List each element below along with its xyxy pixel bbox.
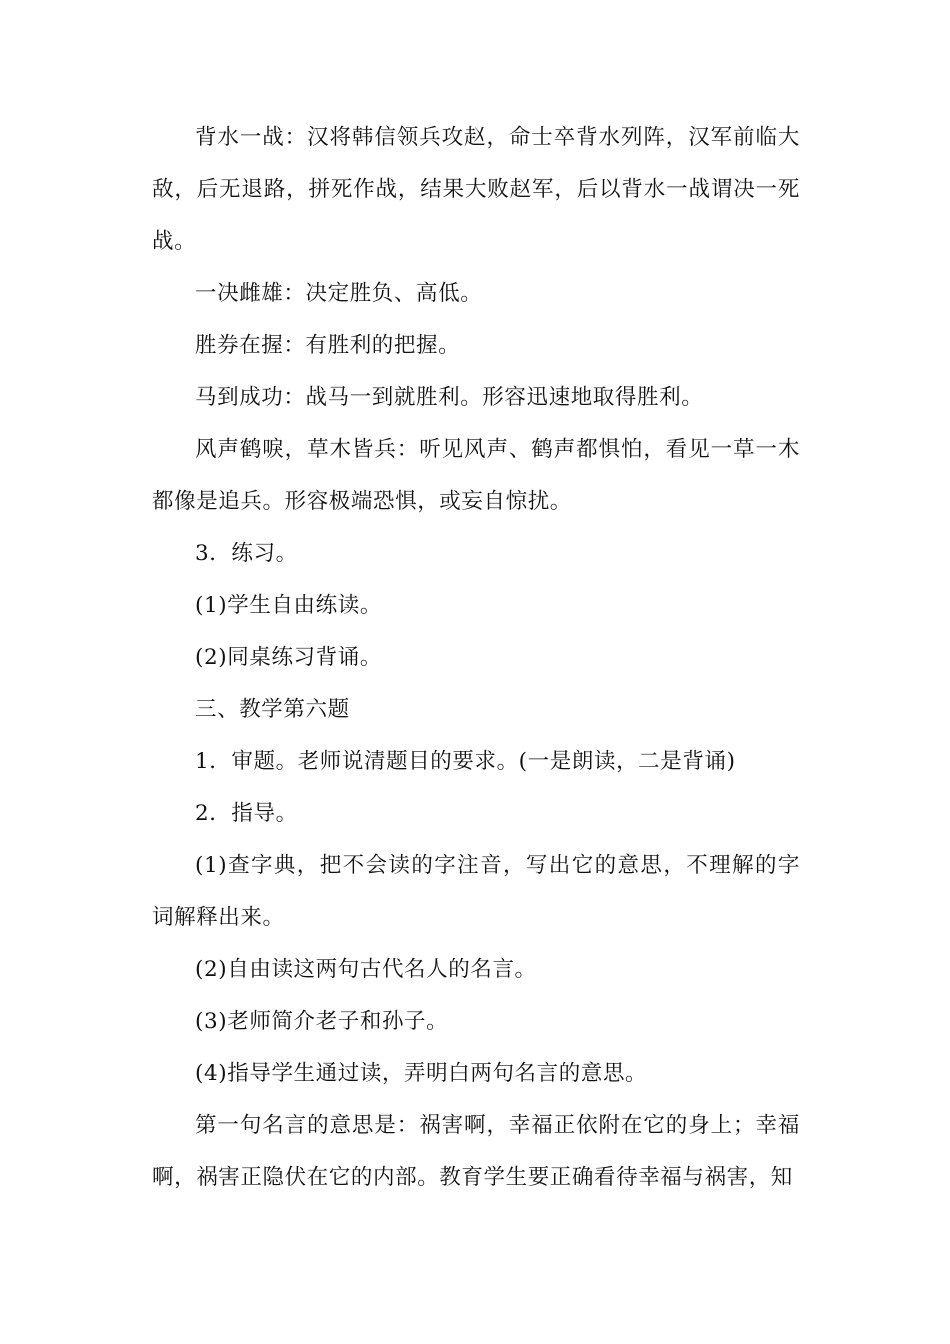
paragraph-practice-heading: 3．练习。 xyxy=(195,541,298,566)
paragraph-madao-chenggong: 马到成功：战马一到就胜利。形容迅速地取得胜利。 xyxy=(195,385,704,410)
paragraph-practice-step-1: (1)学生自由练读。 xyxy=(195,593,382,618)
paragraph-guidance-step-3: (3)老师简介老子和孙子。 xyxy=(195,1009,449,1034)
paragraph-practice-step-2: (2)同桌练习背诵。 xyxy=(195,645,382,670)
paragraph-review-question: 1．审题。老师说清题目的要求。(一是朗读，二是背诵) xyxy=(195,749,736,774)
paragraph-guidance-step-1: (1)查字典，把不会读的字注音，写出它的意思，不理解的字词解释出来。 xyxy=(152,853,800,930)
document-body xyxy=(152,112,800,1204)
paragraph-first-quote-meaning: 第一句名言的意思是：祸害啊，幸福正依附在它的身上；幸福啊，祸害正隐伏在它的内部。教育学生要正确看待幸福与祸害，知 xyxy=(152,1113,800,1190)
paragraph-guidance-heading: 2．指导。 xyxy=(195,801,298,826)
paragraph-fengsheng-heli: 风声鹤唳，草木皆兵：听见风声、鹤声都惧怕，看见一草一木都像是追兵。形容极端恐惧，或妄自惊扰。 xyxy=(152,437,800,514)
section-heading-question-6: 三、教学第六题 xyxy=(195,697,350,722)
paragraph-shengquan-zaiwo: 胜券在握：有胜利的把握。 xyxy=(195,333,461,358)
paragraph-guidance-step-2: (2)自由读这两句古代名人的名言。 xyxy=(195,957,537,982)
paragraph-beishui-yizhan: 背水一战：汉将韩信领兵攻赵，命士卒背水列阵，汉军前临大敌，后无退路，拼死作战，结果大败赵军，后以背水一战谓决一死战。 xyxy=(152,125,800,254)
paragraph-guidance-step-4: (4)指导学生通过读，弄明白两句名言的意思。 xyxy=(195,1061,648,1086)
paragraph-yijue-cixiong: 一决雌雄：决定胜负、高低。 xyxy=(195,281,483,306)
